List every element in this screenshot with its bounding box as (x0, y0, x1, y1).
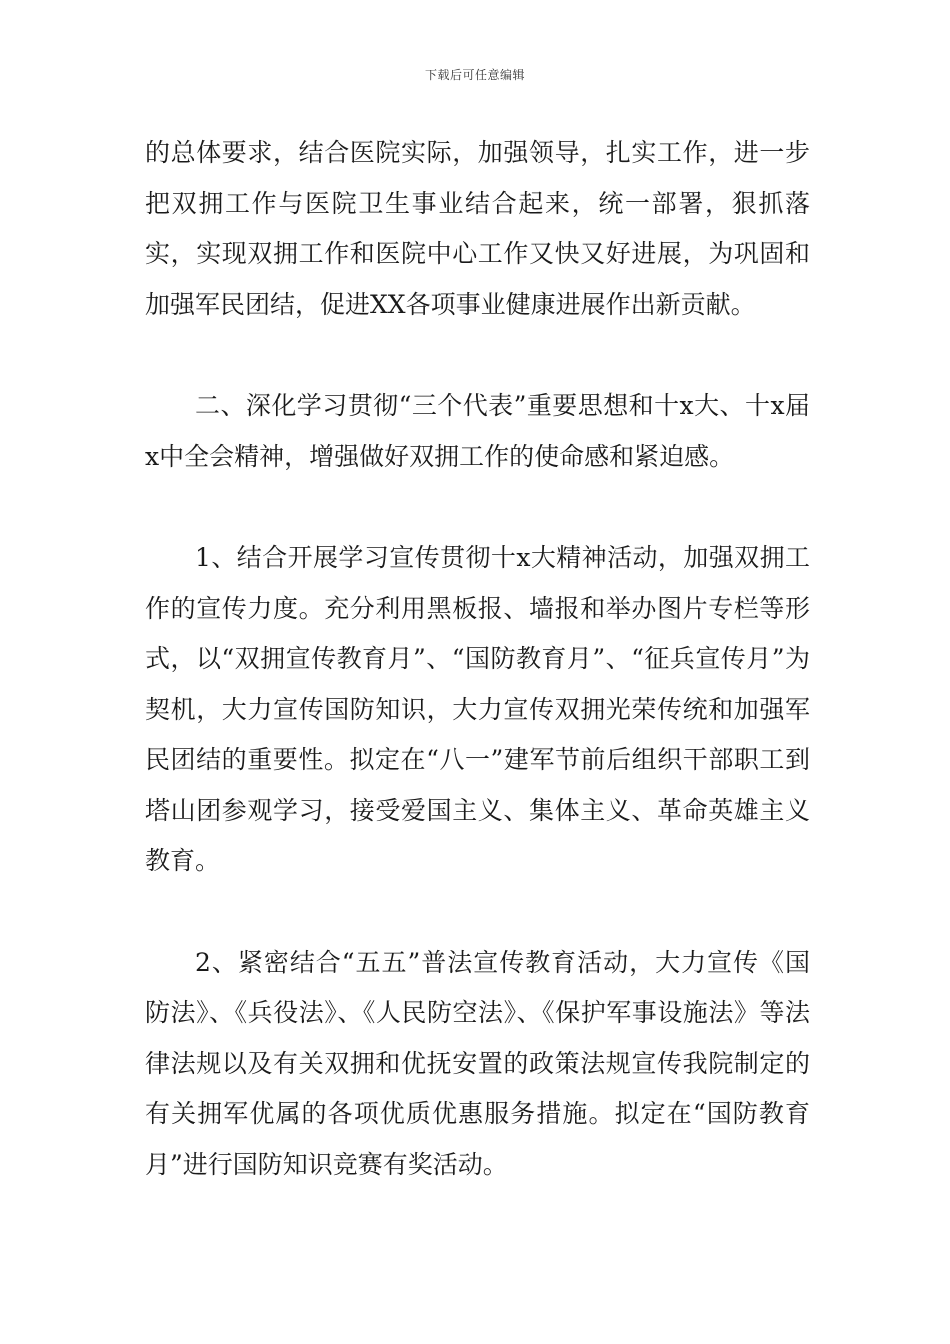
paragraph-item-one: 1、结合开展学习宣传贯彻十x大精神活动，加强双拥工作的宣传力度。充分利用黑板报、墙报和举办图片专栏等形式，以“双拥宣传教育月”、“国防教育月”、“征兵宣传月”为契机，大力宣传国防知识，大力宣传双拥光荣传统和加强军民团结的重要性。拟定在“八一”建军节前后组织干部职工到塔山团参观学习，接受爱国主义、集体主义、革命英雄主义教育。 (145, 543, 810, 875)
page-header: 下载后可任意编辑 (424, 68, 525, 82)
paragraph-item-two: 2、紧密结合“五五”普法宣传教育活动，大力宣传《国防法》、《兵役法》、《人民防空法》、《保护军事设施法》等法律法规以及有关双拥和优抚安置的政策法规宣传我院制定的有关拥军优属的各项优质优惠服务措施。拟定在“国防教育月”进行国防知识竞赛有奖活动。 (145, 947, 810, 1179)
document-body (145, 128, 810, 1190)
section-heading-two: 二、深化学习贯彻“三个代表”重要思想和十x大、十x届x中全会精神，增强做好双拥工作的使命感和紧迫感。 (145, 391, 810, 471)
paragraph-continuation: 的总体要求，结合医院实际，加强领导，扎实工作，进一步把双拥工作与医院卫生事业结合起来，统一部署，狠抓落实，实现双拥工作和医院中心工作又快又好进展，为巩固和加强军民团结，促进XX各项事业健康进展作出新贡献。 (145, 138, 810, 319)
